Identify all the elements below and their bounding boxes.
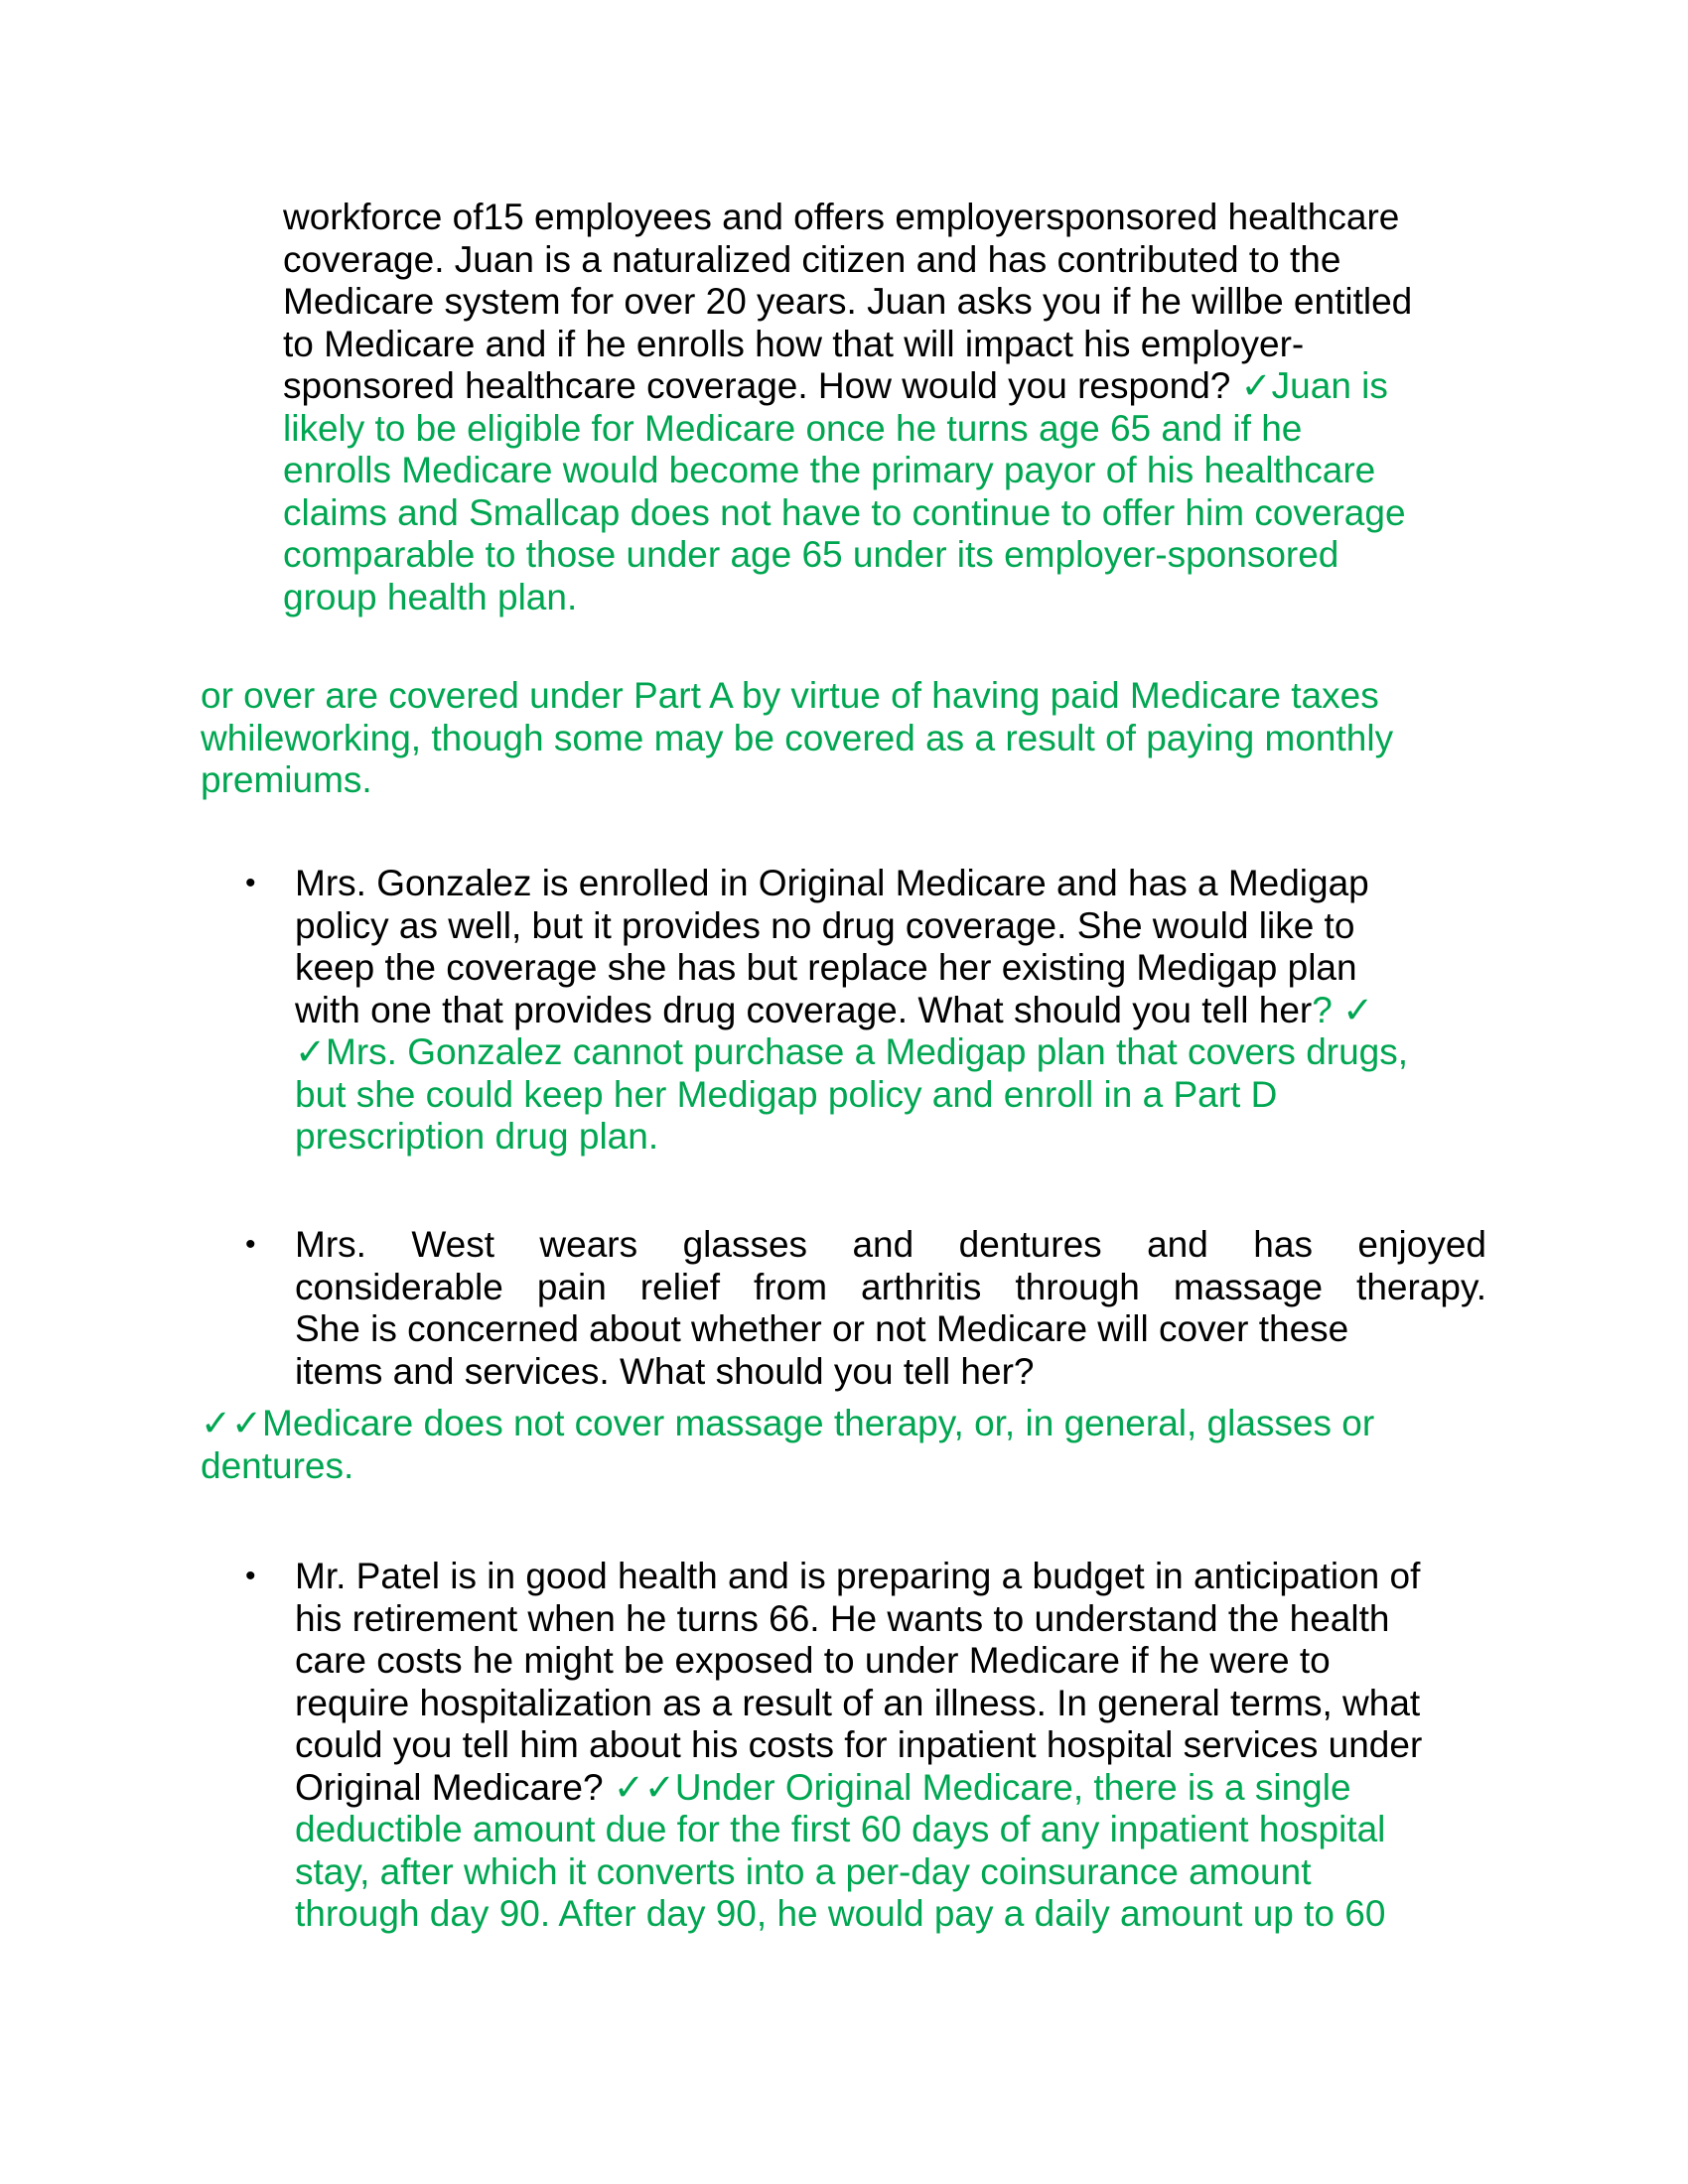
patel-answer-line: deductible amount due for the first 60 days of any inpatient hospital [295, 1809, 1386, 1849]
patel-question-line: his retirement when he turns 66. He wants to understand the health [295, 1597, 1390, 1639]
juan-answer-start: ✓Juan is [1240, 365, 1388, 406]
west-answer-line: dentures. [201, 1444, 354, 1486]
west-question-line: She is concerned about whether or not Medicare will cover these [295, 1308, 1349, 1349]
patel-answer-line: stay, after which it converts into a per-day coinsurance amount [295, 1850, 1312, 1892]
juan-question-line: to Medicare and if he enrolls how that will impact his employer- [283, 323, 1305, 364]
gonzalez-answer-line: ✓Mrs. Gonzalez cannot purchase a Medigap plan that covers drugs, [295, 1031, 1409, 1072]
patel-question-line: could you tell him about his costs for inpatient hospital services under [295, 1724, 1423, 1765]
patel-answer-start: ✓✓Under Original Medicare, there is a single [613, 1766, 1351, 1808]
juan-question-line: coverage. Juan is a naturalized citizen and has contributed to the [283, 238, 1341, 280]
west-answer-line: ✓✓Medicare does not cover massage therapy, or, in general, glasses or [201, 1403, 1375, 1443]
juan-question-line: Medicare system for over 20 years. Juan asks you if he willbe entitled [283, 281, 1413, 322]
juan-question-line: workforce of15 employees and offers employersponsored healthcare [283, 197, 1400, 237]
patel-question-line: Original Medicare? [295, 1766, 614, 1808]
gonzalez-question-line: with one that provides drug coverage. What should you tell her [295, 989, 1313, 1030]
part-a-note [201, 675, 1491, 802]
juan-answer-line: comparable to those under age 65 under its employer-sponsored [283, 534, 1339, 575]
juan-question-answer [283, 197, 1494, 618]
west-question [295, 1224, 1486, 1393]
juan-answer-line: enrolls Medicare would become the primary payor of his healthcare [283, 450, 1376, 490]
west-question-line: considerable pain relief from arthritis through massage therapy. [295, 1266, 1486, 1307]
part-a-line: premiums. [201, 759, 372, 800]
juan-answer-line: group health plan. [283, 576, 578, 617]
gonzalez-question-line: Mrs. Gonzalez is enrolled in Original Medicare and has a Medigap [295, 863, 1369, 903]
west-answer [201, 1403, 1491, 1487]
juan-answer-line: claims and Smallcap does not have to continue to offer him coverage [283, 491, 1406, 533]
patel-question-line: care costs he might be exposed to under Medicare if he were to [295, 1640, 1331, 1681]
west-question-line: Mrs. West wears glasses and dentures and has enjoyed [295, 1224, 1486, 1265]
patel-question-line: require hospitalization as a result of an illness. In general terms, what [295, 1682, 1421, 1723]
juan-question-line: sponsored healthcare coverage. How would you respond? [283, 365, 1241, 406]
gonzalez-question-line: policy as well, but it provides no drug coverage. She would like to [295, 904, 1355, 946]
bullet-icon: • [245, 1228, 256, 1261]
west-question-line: items and services. What should you tell her? [295, 1350, 1035, 1392]
gonzalez-answer-start: ? ✓ [1312, 989, 1374, 1030]
part-a-line: whileworking, though some may be covered as a result of paying monthly [201, 717, 1394, 758]
patel-question-line: Mr. Patel is in good health and is preparing a budget in anticipation of [295, 1556, 1421, 1596]
juan-answer-line: likely to be eligible for Medicare once he turns age 65 and if he [283, 407, 1303, 449]
gonzalez-answer-line: but she could keep her Medigap policy and enroll in a Part D [295, 1073, 1278, 1115]
gonzalez-question-line: keep the coverage she has but replace her existing Medigap plan [295, 947, 1357, 988]
patel-answer-line: through day 90. After day 90, he would pay a daily amount up to 60 [295, 1893, 1386, 1934]
bullet-icon: • [245, 1560, 256, 1592]
patel-question-answer [295, 1556, 1486, 1936]
bullet-icon: • [245, 867, 256, 899]
gonzalez-answer-line: prescription drug plan. [295, 1116, 659, 1157]
gonzalez-question-answer [295, 863, 1486, 1159]
part-a-line: or over are covered under Part A by virtue of having paid Medicare taxes [201, 675, 1379, 716]
